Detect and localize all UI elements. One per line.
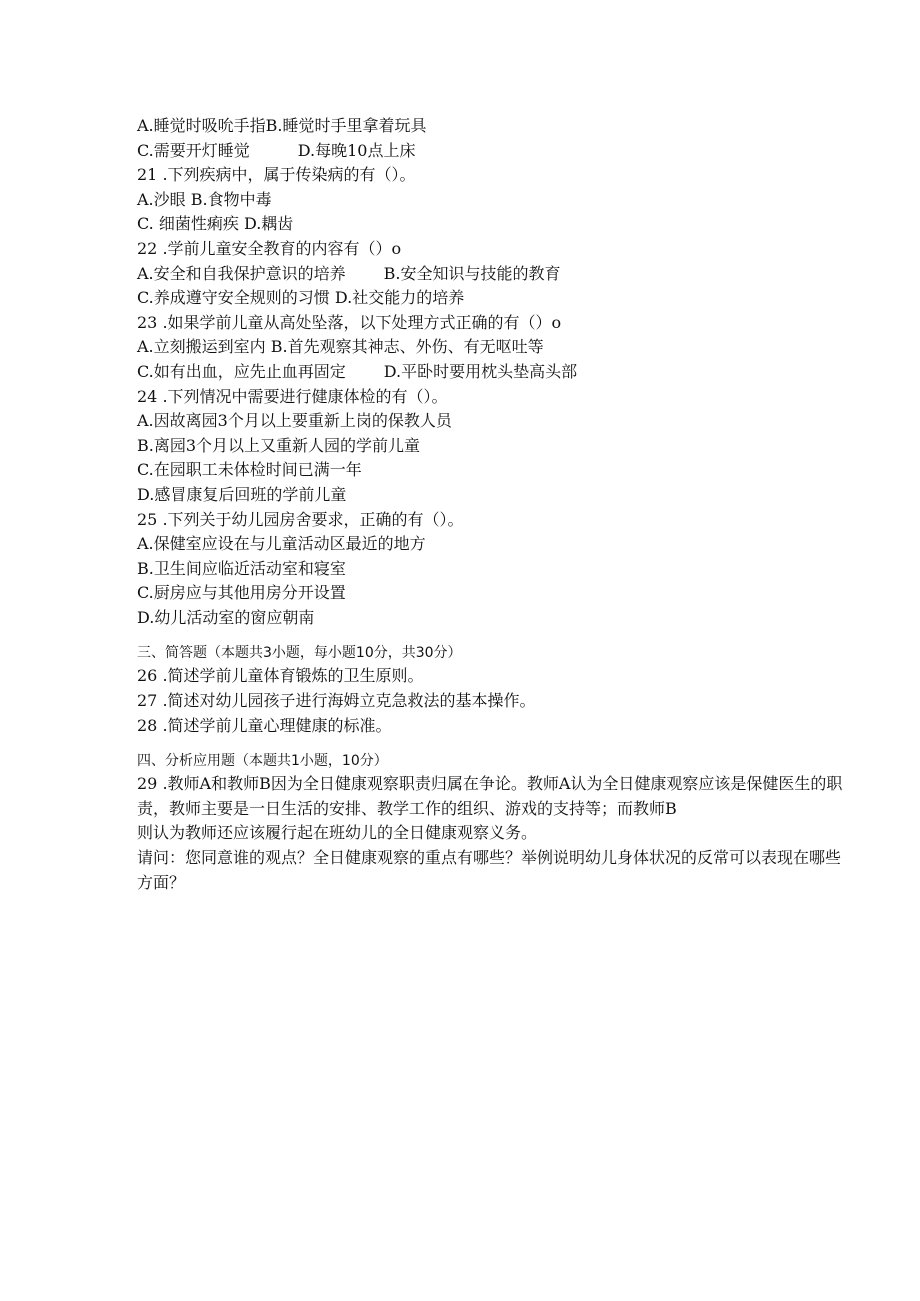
q23-option-a: A.立刻搬运到室内 [137,337,266,357]
q28-text: 28 .简述学前儿童心理健康的标准。 [137,715,392,735]
q25-option-a: A.保健室应设在与儿童活动区最近的地方 [137,534,426,554]
q24-option-c: C.在园职工未体检时间已满一年 [137,460,362,480]
q20-option-c: C.需要开灯睡觉 [137,140,250,160]
q29-question: 请问：您同意谁的观点？全日健康观察的重点有哪些？举例说明幼儿身体状况的反常可以表现在哪些方面？ [137,848,842,892]
q22-option-a: A.安全和自我保护意识的培养 [137,263,346,283]
q20-option-a: A.睡觉时吸吮手指 [137,116,266,135]
q21-option-c: C. 细菌性痢疾 [137,214,239,234]
q29-paragraph-1: 29 .教师A和教师B因为全日健康观察职责归属在争论。教师A认为全日健康观察应该是保健医生的职责，教师主要是一日生活的安排、教学工作的组织、游戏的支持等；而教师B [137,774,843,818]
section3-heading: 三、简答题（本题共3小题，每小题10分，共30分） [137,645,462,662]
q21-options-ab [137,188,847,213]
q21-stem: 21 .下列疾病中，属于传染病的有（）。 [137,165,416,185]
q22-stem: 22 .学前儿童安全教育的内容有（）o [137,238,402,258]
q20-options-ab [137,114,847,139]
q25-option-c: C.厨房应与其他用房分开设置 [137,583,346,603]
q23-stem: 23 .如果学前儿童从高处坠落，以下处理方式正确的有（）o [137,312,562,332]
q24-option-b: B.离园3个月以上又重新人园的学前儿童 [137,435,421,455]
q22-option-d: D.社交能力的培养 [334,288,465,308]
q26-text: 26 .简述学前儿童体育锻炼的卫生原则。 [137,666,424,686]
q27-text: 27 .简述对幼儿园孩子进行海姆立克急救法的基本操作。 [137,691,536,711]
q25-option-b: B.卫生间应临近活动室和寝室 [137,558,346,578]
q23-options-cd [137,360,847,385]
q21-option-a: A.沙眼 [137,189,186,209]
q22-option-c: C.养成遵守安全规则的习惯 [137,288,330,308]
q24-option-a: A.因故离园3个月以上要重新上岗的保教人员 [137,411,452,431]
q20-option-b: B.睡觉时手里拿着玩具 [265,116,427,135]
q21-option-d: D.耦齿 [243,214,294,234]
q21-options-cd [137,212,847,237]
exam-page [137,114,847,895]
q21-option-b: B.食物中毒 [190,189,272,209]
q25-stem: 25 .下列关于幼儿园房舍要求，正确的有（）。 [137,509,464,529]
q24-stem: 24 .下列情况中需要进行健康体检的有（）。 [137,386,448,406]
q29-paragraph-2: 则认为教师还应该履行起在班幼儿的全日健康观察义务。 [137,823,538,843]
q23-option-c: C.如有出血，应先止血再固定 [137,361,346,381]
q23-option-d: D.平卧时要用枕头垫高头部 [383,361,578,381]
q22-options-cd [137,286,847,311]
q24-option-d: D.感冒康复后回班的学前儿童 [137,484,347,504]
q22-option-b: B.安全知识与技能的教育 [383,263,561,283]
q25-option-d: D.幼儿活动室的窗应朝南 [137,607,315,627]
q20-options-cd [137,139,847,164]
q22-options-ab [137,262,847,287]
q23-option-b: B.首先观察其神志、外伤、有无呕吐等 [270,337,544,357]
q20-option-d: D.每晚10点上床 [297,140,416,160]
q23-options-ab [137,335,847,360]
section4-heading: 四、分析应用题（本题共1小题，10分） [137,753,388,770]
